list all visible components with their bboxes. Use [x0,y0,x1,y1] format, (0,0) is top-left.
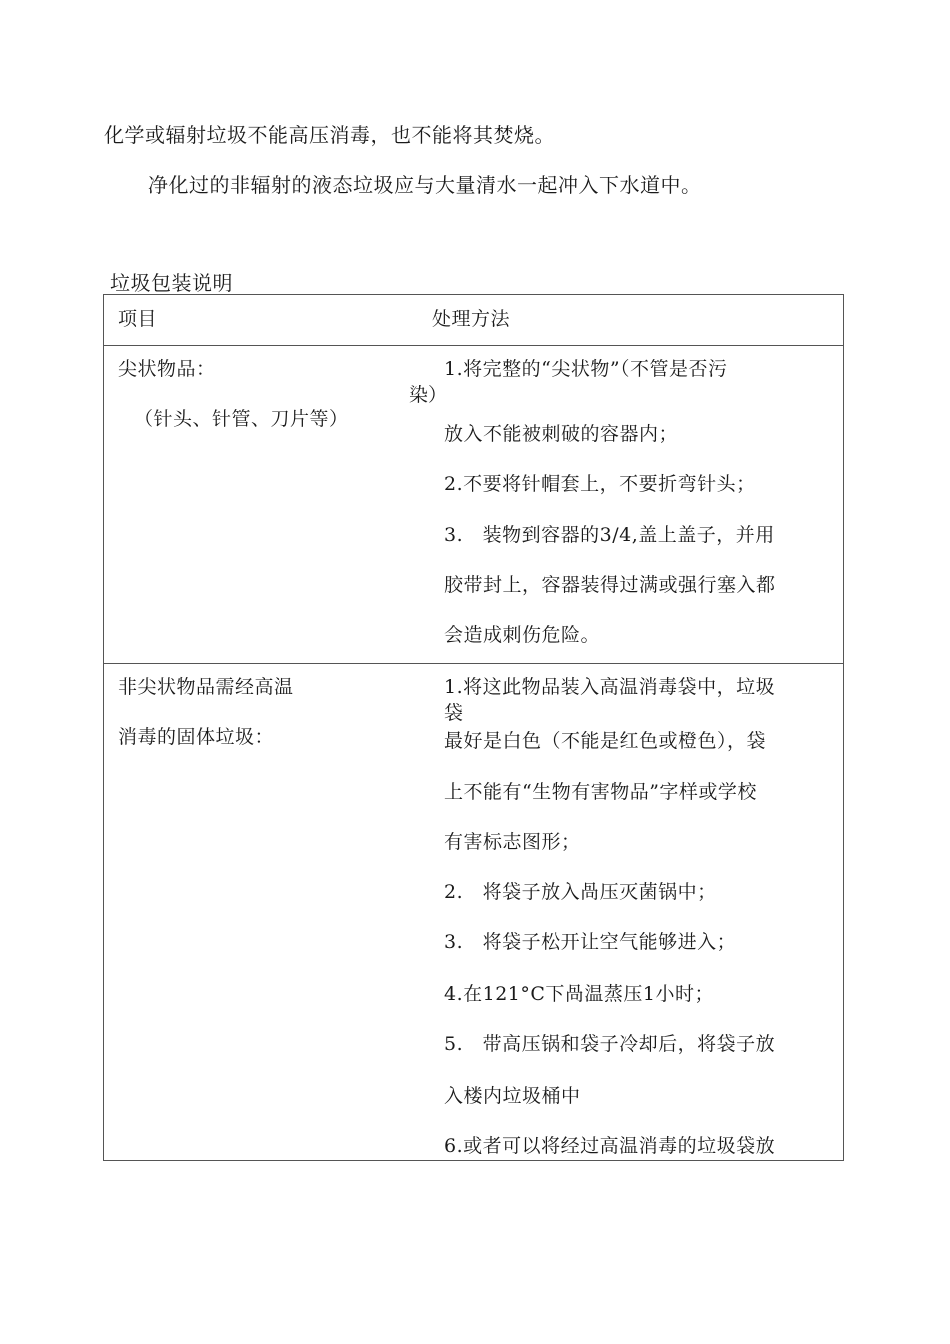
row2-clipped-fragment: 袋 [444,702,464,724]
row1-method-line5: 胶带封上，容器装得过满或强行塞入都 [444,574,776,596]
row2-method-line6: 3. 将袋子松开让空气能够进入； [444,931,737,953]
row2-method-line8: 5. 带高压锅和袋子冷却后，将袋子放 [444,1033,776,1055]
row2-method-line5: 2. 将袋子放入咼压灭菌锅中； [444,881,717,903]
row1-method-line3: 2.不要将针帽套上，不要折弯针头； [444,473,756,495]
row-divider [104,663,843,664]
row2-method-line7: 4.在121°C下咼温蒸压1小时； [444,983,715,1005]
row1-method-line6: 会造成刺伤危险。 [444,624,601,646]
header-item: 项目 [118,308,158,330]
row2-item-line2: 消毒的固体垃圾： [118,726,275,748]
row1-method-line1: 1.将完整的“尖状物”（不管是否污 [444,358,728,380]
row2-method-line9: 入楼内垃圾桶中 [444,1085,581,1107]
row1-method-line4: 3. 装物到容器的3/4,盖上盖子，并用 [444,524,775,546]
row2-method-line1: 1.将这此物品装入高温消毒袋中，垃圾 [444,676,776,698]
row2-method-line3: 上不能有“生物有害物品”字样或学校 [444,781,757,803]
table-caption: 垃圾包装说明 [110,271,233,295]
row2-method-line10: 6.或者可以将经过高温消毒的垃圾袋放 [444,1135,776,1157]
paragraph-liquid-waste: 净化过的非辐射的液态垃圾应与大量清水一起冲入下水道中。 [148,173,702,197]
header-method: 处理方法 [432,308,511,330]
row1-clipped-fragment: 染） [409,384,448,406]
row1-item-line2: （针头、针管、刀片等） [134,408,349,430]
row2-method-line4: 有害标志图形； [444,831,581,853]
header-divider [104,345,843,346]
row1-method-line2: 放入不能被刺破的容器内； [444,423,679,445]
row1-item-line1: 尖状物品： [118,358,216,380]
paragraph-chemical-waste: 化学或辐射垃圾不能高压消毒，也不能将其焚烧。 [104,123,555,147]
row2-method-line2: 最好是白色（不能是红色或橙色），袋 [444,730,767,752]
row2-item-line1: 非尖状物品需经高温 [118,676,294,698]
waste-packaging-table [103,294,844,1161]
